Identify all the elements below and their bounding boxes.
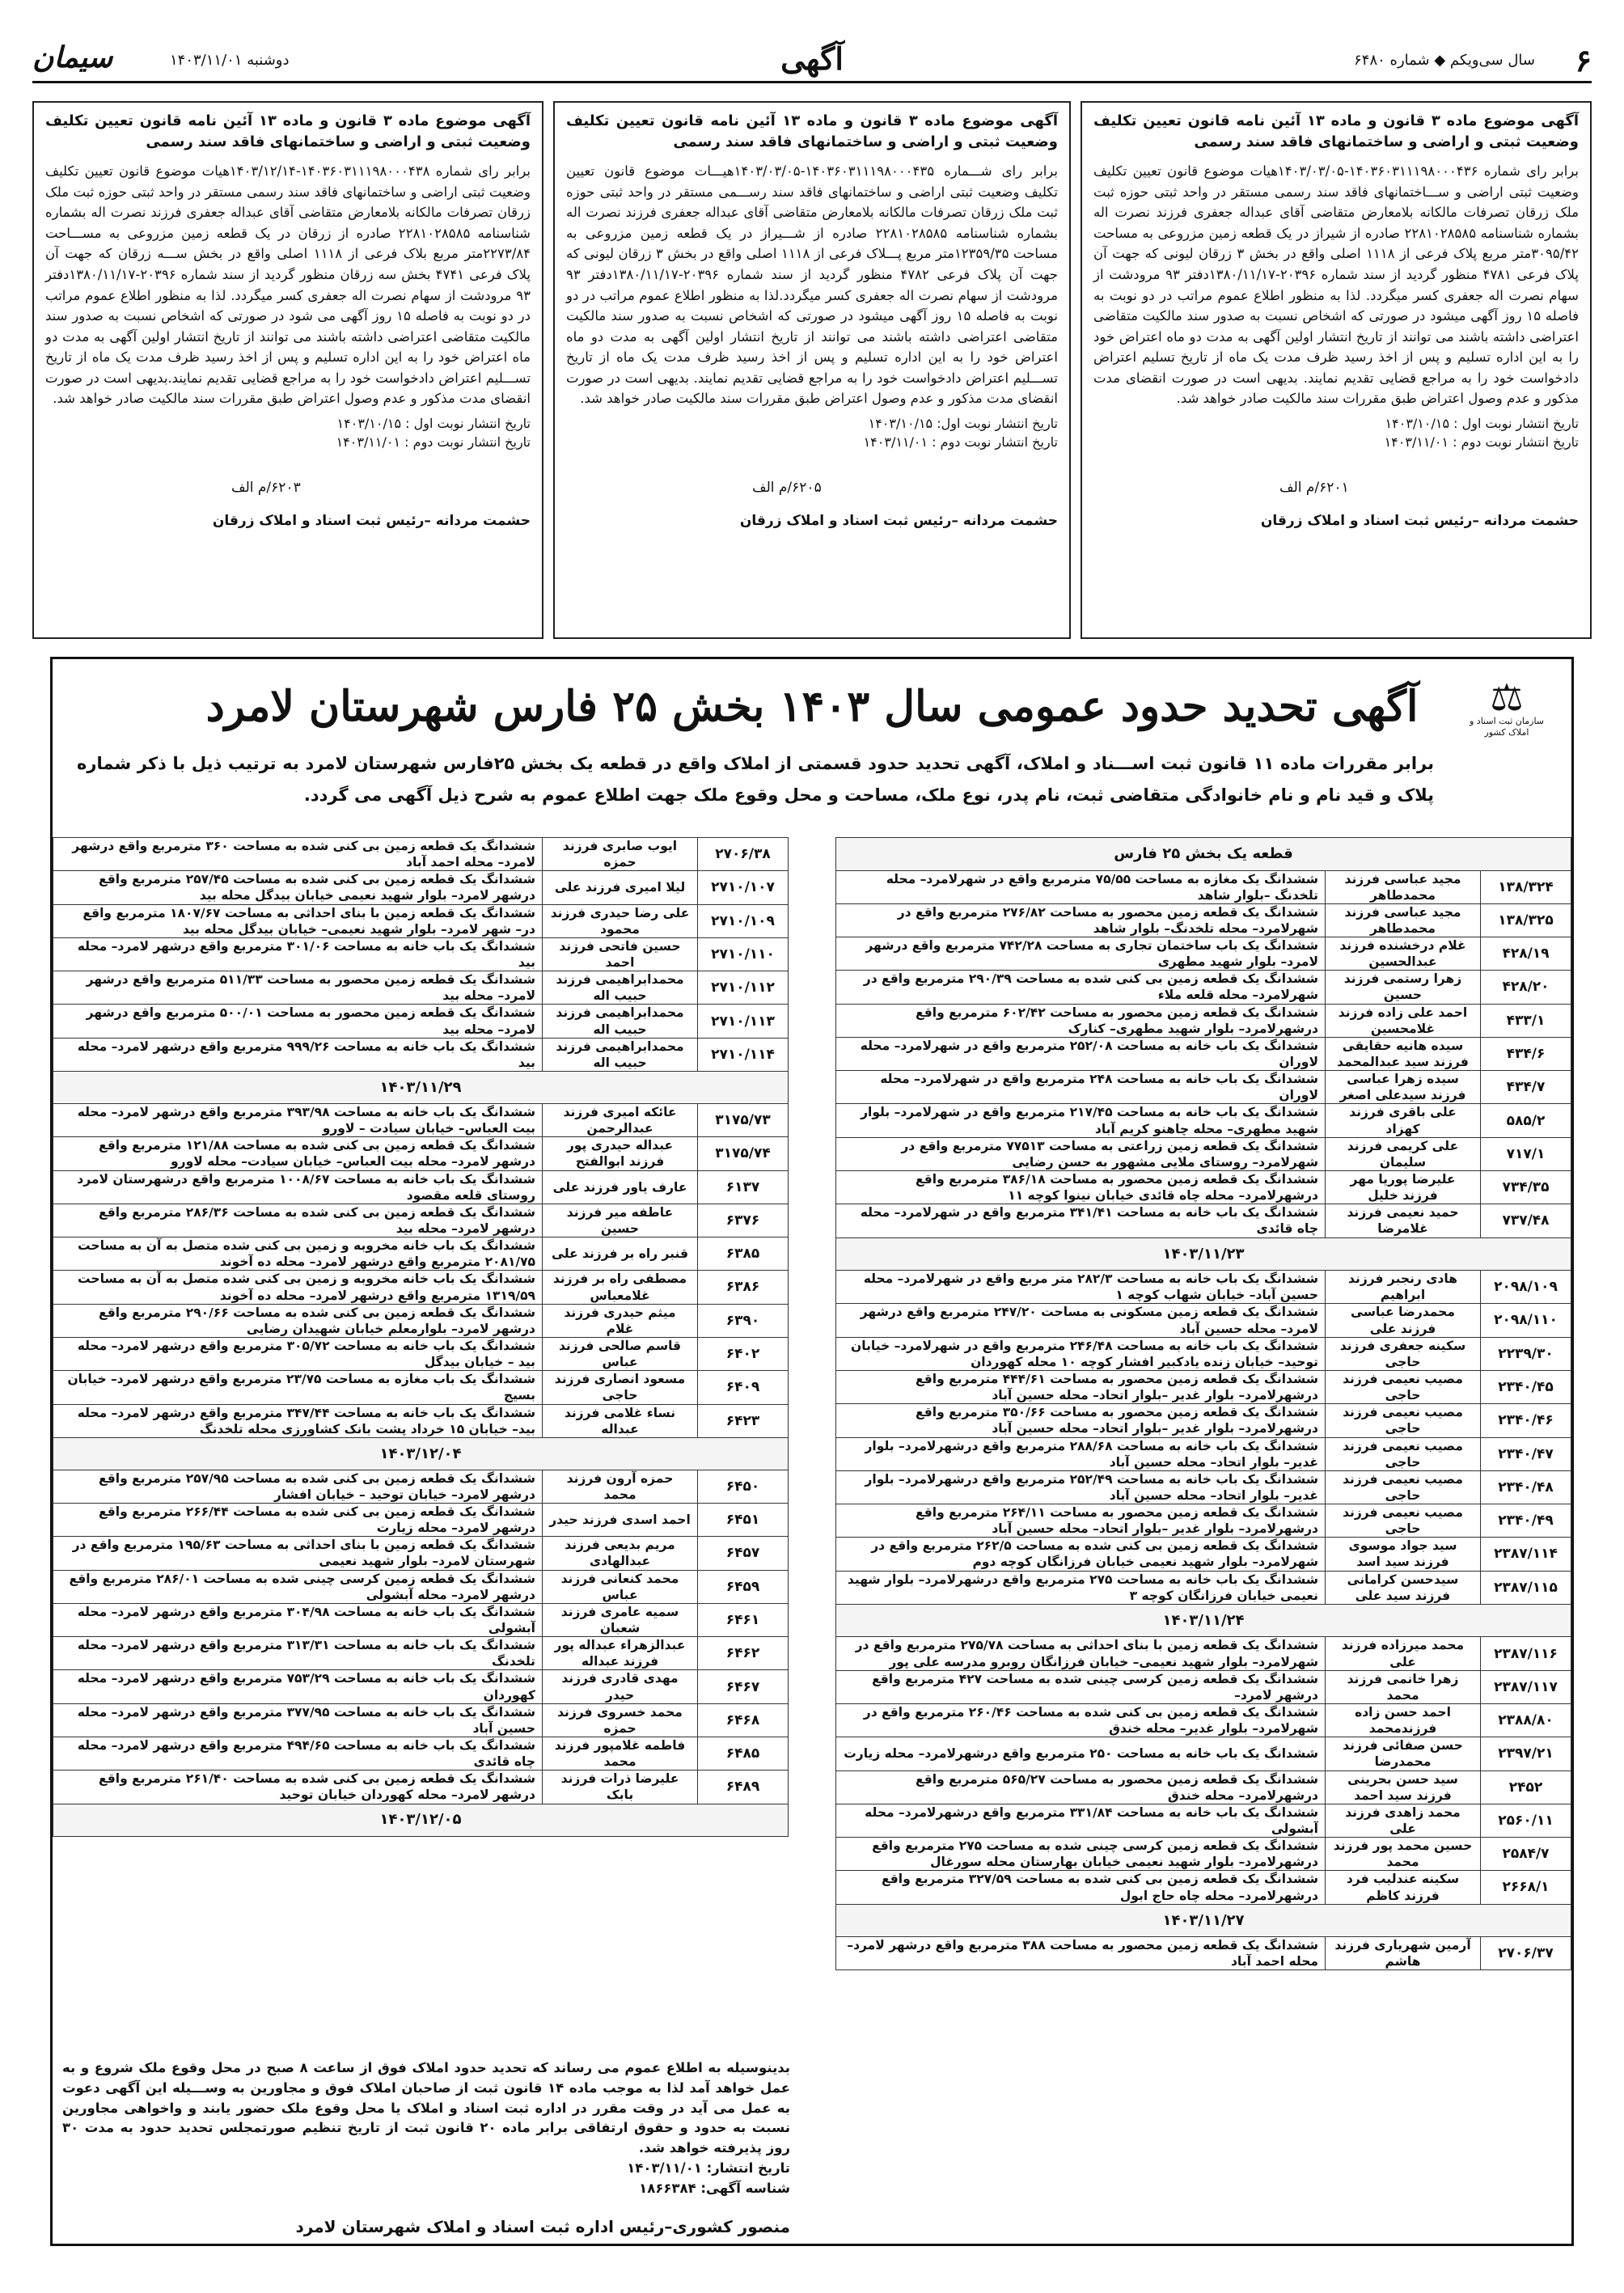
notice-title: آگهی موضوع ماده ۳ قانون و ماده ۱۳ آئین نامه قانون تعیین تکلیف وضعیت ثبتی و اراضی و ساختمانهای فاقد سند رسمی bbox=[566, 112, 1058, 151]
footer-date: تاریخ انتشار: ۱۴۰۳/۱۱/۰۱ bbox=[627, 2160, 790, 2176]
applicant-name: علیرضا پوریا مهر فرزند خلیل bbox=[1326, 1171, 1481, 1204]
property-description: ششدانگ یک باب خانه به مساحت ۱۰۰۸/۶۷ مترمربع واقع درشهرستان لامرد روستای قلعه مقصود bbox=[53, 1170, 543, 1204]
plate-number: ۱۳۸/۳۲۵ bbox=[1481, 903, 1571, 937]
plate-number: ۷۱۷/۱ bbox=[1481, 1137, 1571, 1170]
applicant-name: عارف یاور فرزند علی bbox=[543, 1170, 698, 1204]
plate-number: ۷۳۴/۳۵ bbox=[1481, 1171, 1571, 1204]
plate-number: ۲۷۱۰/۱۱۲ bbox=[698, 971, 789, 1005]
newspaper-logo: سیمان bbox=[32, 40, 113, 74]
property-description: ششدانگ یک باب مغازه به مساحت ۲۳/۷۵ مترمربع واقع درشهر لامرد– خیابان بسیج bbox=[53, 1371, 543, 1404]
applicant-name: عبدالزهراء عبداله پور فرزند عبداله bbox=[543, 1637, 698, 1670]
plate-number: ۲۳۴۰/۴۷ bbox=[1481, 1437, 1571, 1470]
date-separator: ۱۴۰۳/۱۱/۲۴ bbox=[836, 1604, 1571, 1637]
property-description: ششدانگ یک باب خانه به مساحت ۳۷۷/۹۵ مترمربع واقع درشهر لامرد– محله حسین آباد bbox=[53, 1703, 543, 1737]
property-description: ششدانگ یک قطعه زمین بی کنی شده به مساحت ۱۲۱/۸۸ مترمربع واقع درشهر لامرد– محله بیت العباس– خیابان سیادت– محله لاورو bbox=[53, 1137, 543, 1170]
footer-signature: منصور کشوری–رئیس اداره ثبت اسناد و املاک شهرستان لامرد bbox=[295, 2217, 790, 2237]
applicant-name: لیلا امیری فرزند علی bbox=[543, 871, 698, 904]
date-separator: ۱۴۰۳/۱۱/۲۹ bbox=[53, 1071, 789, 1103]
plate-number: ۶۳۸۶ bbox=[698, 1271, 789, 1304]
footer-id: شناسه آگهی: ۱۸۶۶۳۸۴ bbox=[639, 2180, 790, 2196]
property-description: ششدانگ یک قطعه زمین مسکونی به مساحت ۲۴۷/۲۰ مترمربع واقع درشهر لامرد– محله حسین آباد bbox=[836, 1304, 1326, 1337]
table-row bbox=[53, 1038, 789, 1071]
property-description: ششدانگ یک قطعه زمین محصور به مساحت ۳۸۶/۱۸ مترمربع واقع درشهرلامرد– محله چاه قائدی خیابان نینوا کوچه ۱۱ bbox=[836, 1171, 1326, 1204]
table-row bbox=[53, 1371, 789, 1404]
property-description: ششدانگ یک مغازه به مساحت ۷۵/۵۵ مترمربع واقع در شهرلامرد– محله تلخدنگ –بلوار شاهد bbox=[836, 870, 1326, 903]
property-description: ششدانگ یک قطعه زمین محصور به مساحت ۳۸۸ مترمربع واقع درشهر لامرد– محله احمد آباد bbox=[836, 1937, 1326, 1970]
property-description: ششدانگ یک قطعه زمین بی کنی شده به مساحت ۳۲۷/۵۹ مترمربع واقع درشهرلامرد– محله چاه حاج ابول bbox=[836, 1871, 1326, 1904]
notice-body: برابر رای شماره ۱۴۰۳۶۰۳۱۱۱۹۸۰۰۰۴۳۶-۱۴۰۳/۰۳/۰۵هیات موضوع قانون تعیین تکلیف وضعیت ثبتی اراضی و ســـاختمانهای فاقد سند رسمی مستقر در واحد ثبتی حوزه ثبت ملک زرقان تصرفات مالکانه بلامعارض متقاضی آقای عبداله جعفری فرزند نصرت اله بشماره شناسنامه ۲۲۸۱۰۲۸۵۸۵ صادره از شیراز در یک قطعه زمین مزروعی به مساحت ۳۰۹۵/۴۲متر مربع پلاک فرعی از ۱۱۱۸ اصلی واقع در بخش ۳ زرقان لیونی که جهت آن پلاک فرعی ۴۷۸۱ منظور گردید از سند شماره ۲۰۳۹۶-۱۳۸۰/۱۱/۱۷دفتر ۹۳ مرودشت از سهام نصرت اله جعفری کسر میگردد. لذا به منظور اطلاع عموم مراتب در دو نوبت به فاصله ۱۵ روز آگهی میشود در صورتی که اشخاص نسبت به صدور سند مالکیت متقاضی اعتراضی داشته باشند می توانند از تاریخ انتشار اولین آگهی به مدت دو ماه اعتراض خود را به این اداره تسلیم و پس از اخذ رسید ظرف مدت یک ماه از تاریخ تسلیم اعتراض دادخواست خود را به مراجع قضایی تقدیم نمایند. بدیهی است در صورت انقضای مدت مذکور و عدم وصول اعتراض طبق مقررات سند مالکیت صادر خواهد شد. bbox=[1093, 163, 1580, 407]
plate-number: ۲۳۴۰/۴۹ bbox=[1481, 1504, 1571, 1538]
table-row bbox=[836, 1404, 1571, 1437]
table-row bbox=[53, 1537, 789, 1570]
notice-date-first: تاریخ انتشار نوبت اول : ۱۴۰۳/۱۰/۱۵ bbox=[1385, 415, 1579, 431]
notice-date-second: تاریخ انتشار نوبت دوم : ۱۴۰۳/۱۱/۰۱ bbox=[863, 434, 1058, 451]
table-row bbox=[836, 1370, 1571, 1403]
plate-number: ۲۳۸۸/۸۰ bbox=[1481, 1703, 1571, 1737]
table-row bbox=[836, 1670, 1571, 1703]
property-description: ششدانگ یک باب خانه به مساحت ۲۵۰ مترمربع واقع درشهرلامرد– محله زیارت bbox=[836, 1737, 1326, 1771]
applicant-name: محمدابراهیمی فرزند حبیب اله bbox=[543, 1005, 698, 1038]
registry-emblem bbox=[1458, 675, 1555, 739]
notice-body: برابر رای شماره ۱۴۰۳۶۰۳۱۱۱۹۸۰۰۰۴۳۸-۱۴۰۳/۱۲/۱۴هیات موضوع قانون تعیین تکلیف وضعیت ثبتی اراضی و ساختمانهای فاقد سند رسمی مستقر در واحد ثبتی حوزه ثبت ملک زرقان تصرفات مالکانه بلامعارض متقاضی آقای عبداله جعفری فرزند نصرت اله بشماره شناسنامه ۲۲۸۱۰۲۸۵۸۵ صادره از زرقان در یک قطعه زمین مزروعی به مســـاحت ۲۲۷۳/۸۴متر مربع بلاک فرعی از ۱۱۱۸ اصلی واقع در بخش ســـه زرقان که جهت آن پلاک فرعی ۴۷۴۱ بخش سه زرقان منظور گردید از سند شماره ۲۰۳۹۶-۱۳۸۰/۱۱/۱۷دفتر ۹۳ مرودشت از سهام نصرت اله جعفری کسر میگردد. لذا به منظور اطلاع عموم مراتب در دو نوبت به فاصله ۱۵ روز آگهی می شود در صورتی که اشخاص نسبت به صدور سند مالکیت متقاضی اعتراضی داشته باشند می توانند از تاریخ انتشار اولین آگهی به مدت دو ماه اعتراض خود را به این اداره تسلیم و پس از اخذ رسید ظرف مدت یک ماه از تاریخ تســـلیم اعتراض دادخواست خود را به مراجع قضایی تقدیم نمایند.بدیهی است در صورت انقضای مدت مذکور و عدم وصول اعتراض طبق مقررات سند مالکیت صادر خواهد شد. bbox=[45, 163, 531, 407]
applicant-name: سید حسن بحرینی فرزند سید احمد bbox=[1326, 1771, 1481, 1804]
boundary-demarcation-notice bbox=[50, 657, 1574, 2246]
table-row bbox=[53, 1703, 789, 1737]
property-description: ششدانگ یک قطعه زمین با بنای احداثی به مساحت ۱۸۰۷/۶۷ مترمربع واقع در– شهر لامرد– بلوار شهید نعیمی– خیابان بیدگل محله بید bbox=[53, 904, 543, 937]
property-description: ششدانگ یک باب خانه به مساحت ۳۱۳/۳۱ مترمربع واقع درشهر لامرد– محله تلخدنگ bbox=[53, 1637, 543, 1670]
table-row bbox=[836, 1104, 1571, 1137]
applicant-name: مریم بدیعی فرزند عبدالهادی bbox=[543, 1537, 698, 1570]
plate-number: ۶۴۸۹ bbox=[698, 1771, 789, 1804]
plate-number: ۲۷۱۰/۱۰۷ bbox=[698, 871, 789, 904]
plate-number: ۲۵۶۰/۱۱ bbox=[1481, 1804, 1571, 1837]
table-row bbox=[836, 1504, 1571, 1538]
plate-number: ۴۳۴/۶ bbox=[1481, 1037, 1571, 1070]
applicant-name: مصیب نعیمی فرزند حاجی bbox=[1326, 1470, 1481, 1504]
plate-number: ۲۳۸۷/۱۱۴ bbox=[1481, 1538, 1571, 1571]
date-separator-row bbox=[53, 1437, 789, 1470]
applicant-name: محمد میرزاده فرزند علی bbox=[1326, 1637, 1481, 1670]
notice-2 bbox=[553, 101, 1071, 639]
applicant-name: سیده زهرا عباسی فرزند سیدعلی اصغر bbox=[1326, 1071, 1481, 1104]
applicant-name: مجید عباسی فرزند محمدطاهر bbox=[1326, 870, 1481, 903]
applicant-name: مسعود انصاری فرزند حاجی bbox=[543, 1371, 698, 1404]
date-separator-row bbox=[53, 1071, 789, 1103]
applicant-name: مهدی قادری فرزند حیدر bbox=[543, 1670, 698, 1703]
table-row bbox=[53, 1337, 789, 1370]
property-description: ششدانگ یک قطعه زمین محصور به مساحت ۲۷۶/۸۲ مترمربع واقع در شهرلامرد– محله تلخدنگ– بلوار شاهد bbox=[836, 903, 1326, 937]
property-description: ششدانگ یک قطعه زمین با بنای احداثی به مساحت ۱۹۵/۶۳ مترمربع واقع در شهرستان لامرد– بلوار شهید نعیمی bbox=[53, 1537, 543, 1570]
date-separator-row bbox=[836, 1604, 1571, 1637]
plate-number: ۲۴۵۲ bbox=[1481, 1771, 1571, 1804]
property-description: ششدانگ یک قطعه زمین محصور به مساحت ۵۰۰/۰۱ مترمربع واقع درشهر لامرد– محله بید bbox=[53, 1005, 543, 1038]
table-row bbox=[53, 1504, 789, 1537]
property-description: ششدانگ یک قطعه زمین کرسی چینی شده به مساحت ۲۷۵ مترمربع واقع درشهرلامرد– بلوار شهید نعیمی خیابان بهارستان محله سورغال bbox=[836, 1838, 1326, 1871]
applicant-name: هادی رنجبر فرزند ابراهیم bbox=[1326, 1271, 1481, 1304]
plate-number: ۶۴۶۷ bbox=[698, 1670, 789, 1703]
plate-number: ۶۴۵۷ bbox=[698, 1537, 789, 1570]
applicant-name: احمد اسدی فرزند حیدر bbox=[543, 1504, 698, 1537]
table-row bbox=[836, 1571, 1571, 1604]
property-description: ششدانگ یک قطعه زمین بی کنی شده به مساحت ۲۶۰/۴۶ مترمربع واقع در شهرلامرد– بلوار غدیر– محله خندق bbox=[836, 1703, 1326, 1737]
property-description: ششدانگ یک قطعه زمین محصور به مساحت ۵۱۱/۳۳ مترمربع واقع درشهر لامرد– محله بید bbox=[53, 971, 543, 1005]
plate-number: ۲۳۴۰/۴۸ bbox=[1481, 1470, 1571, 1504]
applicant-name: حمید نعیمی فرزند غلامرضا bbox=[1326, 1204, 1481, 1237]
plate-number: ۵۸۵/۲ bbox=[1481, 1104, 1571, 1137]
plate-number: ۶۴۶۸ bbox=[698, 1703, 789, 1737]
plate-number: ۶۴۸۵ bbox=[698, 1737, 789, 1771]
property-description: ششدانگ یک باب خانه مخروبه و زمین بی کنی شده متصل به آن به مساحت ۱۳۱۹/۵۹ مترمربع واقع درشهر لامرد– محله ده آخوند bbox=[53, 1271, 543, 1304]
notice-date-first: تاریخ انتشار نوبت اول : ۱۴۰۳/۱۰/۱۵ bbox=[336, 415, 531, 431]
applicant-name: نساء غلامی فرزند عبداله bbox=[543, 1404, 698, 1437]
applicant-name: احمد حسن زاده فرزندمحمد bbox=[1326, 1703, 1481, 1737]
table-row bbox=[836, 1804, 1571, 1837]
property-description: ششدانگ یک قطعه زمین زراعتی به مساحت ۷۷۵۱۳ مترمربع واقع در شهرلامرد– روستای ملایی مشهور به حسن رضایی bbox=[836, 1137, 1326, 1170]
notice-date-second: تاریخ انتشار نوبت دوم : ۱۴۰۳/۱۱/۰۱ bbox=[336, 434, 531, 451]
notice-date-first: تاریخ انتشار نوبت اول: ۱۴۰۳/۱۰/۱۵ bbox=[868, 415, 1058, 431]
property-description: ششدانگ یک باب خانه به مساحت ۲۷۵ مترمربع واقع درشهرلامرد– بلوار شهید نعیمی خیابان فرزانگان کوچه ۳ bbox=[836, 1571, 1326, 1604]
plate-number: ۴۳۴/۷ bbox=[1481, 1071, 1571, 1104]
applicant-name: عبداله حیدری پور فرزند ابوالفتح bbox=[543, 1137, 698, 1170]
table-row bbox=[836, 903, 1571, 937]
applicant-name: مصطفی راه بر فرزند غلامعباس bbox=[543, 1271, 698, 1304]
table-row bbox=[836, 1004, 1571, 1037]
property-description: ششدانگ یک قطعه زمین محصور به مساحت ۴۴۴/۶۱ مترمربع واقع درشهرلامرد– بلوار غدیر –بلوار اتحاد– محله حسین آباد bbox=[836, 1370, 1326, 1403]
applicant-name: علی کریمی فرزند سلیمان bbox=[1326, 1137, 1481, 1170]
table-row bbox=[836, 1304, 1571, 1337]
applicant-name: علی رضا حیدری فرزند محمود bbox=[543, 904, 698, 937]
table-row bbox=[53, 1304, 789, 1337]
table-row bbox=[836, 870, 1571, 903]
plate-number: ۲۷۱۰/۱۱۴ bbox=[698, 1038, 789, 1071]
plate-number: ۲۷۰۶/۳۷ bbox=[1481, 1937, 1571, 1970]
notice-code: ۶۲۰۱/م الف bbox=[1279, 480, 1349, 497]
notice-1 bbox=[1081, 101, 1592, 639]
applicant-name: سکینه عندلیب فرد فرزند کاظم bbox=[1326, 1871, 1481, 1904]
table-row bbox=[53, 1603, 789, 1636]
property-table-right bbox=[835, 837, 1571, 1970]
applicant-name: حسین فاتحی فرزند احمد bbox=[543, 937, 698, 971]
table-row bbox=[53, 1005, 789, 1038]
property-description: ششدانگ یک قطعه زمین محصور به مساحت ۳۵۰/۶۶ مترمربع واقع درشهرلامرد– بلوار غدیر –بلوار اتحاد– محله حسین آباد bbox=[836, 1404, 1326, 1437]
plate-number: ۳۱۷۵/۷۴ bbox=[698, 1137, 789, 1170]
table-row bbox=[53, 1404, 789, 1437]
plate-number: ۶۳۷۶ bbox=[698, 1204, 789, 1237]
table-row bbox=[836, 1637, 1571, 1670]
table-row bbox=[53, 1237, 789, 1271]
issue-date: دوشنبه ۱۴۰۳/۱۱/۰۱ bbox=[170, 52, 290, 69]
table-row bbox=[836, 1737, 1571, 1771]
table-row bbox=[836, 937, 1571, 971]
applicant-name: عائکه امیری فرزند عبدالرحمن bbox=[543, 1103, 698, 1136]
table-row bbox=[53, 1737, 789, 1771]
property-description: ششدانگ یک باب خانه به مساحت ۳۰۵/۷۲ مترمربع واقع درشهر لامرد– محله بید – خیابان بیدگل bbox=[53, 1337, 543, 1370]
applicant-name: علی باقری فرزند کهزاد bbox=[1326, 1104, 1481, 1137]
table-row bbox=[836, 1204, 1571, 1237]
property-description: ششدانگ یک باب خانه به مساحت ۷۵۳/۲۹ مترمربع واقع درشهر لامرد– محله کهوردان bbox=[53, 1670, 543, 1703]
plate-number: ۴۲۸/۱۹ bbox=[1481, 937, 1571, 971]
table-row bbox=[53, 1103, 789, 1136]
applicant-name: عاطفه میر فرزند حسین bbox=[543, 1204, 698, 1237]
plate-number: ۳۱۷۵/۷۳ bbox=[698, 1103, 789, 1136]
plate-number: ۲۳۸۷/۱۱۶ bbox=[1481, 1637, 1571, 1670]
applicant-name: مجید عباسی فرزند محمدطاهر bbox=[1326, 903, 1481, 937]
notice-code: ۶۲۰۵/م الف bbox=[752, 480, 822, 497]
plate-number: ۲۷۱۰/۱۱۰ bbox=[698, 937, 789, 971]
table-row bbox=[836, 1838, 1571, 1871]
table-row bbox=[836, 1470, 1571, 1504]
table-row bbox=[53, 1170, 789, 1204]
property-description: ششدانگ یک باب خانه به مساحت ۲۸۲/۳ متر مربع واقع در شهرلامرد– محله حسین آباد– خیابان شهاب کوچه ۱ bbox=[836, 1271, 1326, 1304]
date-separator-row bbox=[836, 1237, 1571, 1271]
table-row bbox=[53, 1271, 789, 1304]
plate-number: ۴۳۳/۱ bbox=[1481, 1004, 1571, 1037]
property-description: ششدانگ یک قطعه زمین محصور به مساحت ۲۶۴/۱۱ مترمربع واقع درشهرلامرد– بلوار غدیر –بلوار اتحاد– محله حسین آباد bbox=[836, 1504, 1326, 1538]
applicant-name: علیرضا ذرات فرزند بابک bbox=[543, 1771, 698, 1804]
table-row bbox=[836, 1538, 1571, 1571]
applicant-name: سید جواد موسوی فرزند سید اسد bbox=[1326, 1538, 1481, 1571]
property-description: ششدانگ یک باب خانه به مساحت ۲۵۲/۰۸ مترمربع واقع در شهرلامرد– محله لاوران bbox=[836, 1037, 1326, 1070]
plate-number: ۲۰۹۸/۱۰۹ bbox=[1481, 1271, 1571, 1304]
plate-number: ۲۰۹۸/۱۱۰ bbox=[1481, 1304, 1571, 1337]
table-row bbox=[53, 1470, 789, 1503]
notice-title: آگهی موضوع ماده ۳ قانون و ماده ۱۳ آئین نامه قانون تعیین تکلیف وضعیت ثبتی و اراضی و ساختمانهای فاقد سند رسمی bbox=[45, 112, 531, 151]
table-row bbox=[53, 1137, 789, 1170]
property-description: ششدانگ یک باب خانه به مساحت ۳۴۷/۴۴ مترمربع واقع درشهر لامرد– محله بید– خیابان ۱۵ خرداد پشت بانک کشاورزی محله تلخدنگ bbox=[53, 1404, 543, 1437]
plate-number: ۲۳۸۷/۱۱۷ bbox=[1481, 1670, 1571, 1703]
property-description: ششدانگ یک باب خانه به مساحت ۳۹۳/۹۸ مترمربع واقع درشهر لامرد– محله بیت العباس– خیابان سیادت – لاورو bbox=[53, 1103, 543, 1136]
plate-number: ۲۵۸۴/۷ bbox=[1481, 1838, 1571, 1871]
applicant-name: حمزه آرون فرزند محمد bbox=[543, 1470, 698, 1503]
property-description: ششدانگ یک قطعه زمین کرسی چینی شده به مساحت ۴۲۷ مترمربع واقع درشهر لامرد– bbox=[836, 1670, 1326, 1703]
notice-body: برابر رای شـــماره ۱۴۰۳۶۰۳۱۱۱۹۸۰۰۰۴۳۵-۱۴۰۳/۰۳/۰۵هیـــات موضوع قانون تعیین تکلیف وضعیت ثبتی اراضی و ساختمانهای فاقد سند رســـمی مستقر در واحد ثبتی حوزه ثبت ملک زرقان تصرفات مالکانه بلامعارض متقاضی آقای عبداله جعفری فرزند نصرت اله بشماره شناسنامه ۲۲۸۱۰۲۸۵۸۵ صادره از شـــیراز در یک قطعه زمین مزروعی به مساحت ۱۲۳۵۹/۳۵متر مربع پـــلاک فرعی از ۱۱۱۸ اصلی واقع در بخش ۳ زرقان لیونی که جهت آن پلاک فرعی ۴۷۸۲ منظور گردید از سند شماره ۲۰۳۹۶-۱۳۸۰/۱۱/۱۷دفتر ۹۳ مرودشت از سهام نصرت اله جعفری کسر میگردد.لذا به منظور اطلاع عموم مراتب در دو نوبت به فاصله ۱۵ روز آگهی میشود در صورتی که اشخاص نسبت به صدور سند مالکیت متقاضی اعتراضی داشته باشند می توانند از تاریخ انتشار اولین آگهی به مدت دو ماه اعتراض خود را به این اداره تسلیم و پس از اخذ رسید ظرف مدت یک ماه از تاریخ تســـلیم اعتراض دادخواست خود را به مراجع قضایی تقدیم نمایند. بدیهی است در صورت انقضای مدت مذکور و عدم وصول اعتراض طبق مقررات سند مالکیت صادر خواهد شد. bbox=[566, 163, 1059, 407]
plate-number: ۶۴۲۳ bbox=[698, 1404, 789, 1437]
date-separator: ۱۴۰۳/۱۲/۰۵ bbox=[53, 1804, 789, 1836]
property-description: ششدانگ یک باب خانه به مساحت ۹۹۹/۲۶ مترمربع واقع درشهر لامرد– محله بید bbox=[53, 1038, 543, 1071]
main-title: آگهی تحدید حدود عمومی سال ۱۴۰۳ بخش ۲۵ فارس شهرستان لامرد bbox=[205, 682, 1419, 731]
table-row bbox=[836, 1703, 1571, 1737]
table-row bbox=[53, 838, 789, 871]
applicant-name: حسن صفائی فرزند محمدرضا bbox=[1326, 1737, 1481, 1771]
applicant-name: فاطمه غلامپور فرزند محمد bbox=[543, 1737, 698, 1771]
plate-number: ۶۴۵۰ bbox=[698, 1470, 789, 1503]
applicant-name: محمد زاهدی فرزند علی bbox=[1326, 1804, 1481, 1837]
property-description: ششدانگ یک قطعه زمین بی کنی شده به مساحت ۲۶۱/۴۰ مترمربع واقع درشهر لامرد– محله کهوردان خیابان توحید bbox=[53, 1771, 543, 1804]
section-title: آگهی bbox=[780, 40, 844, 77]
table-row bbox=[836, 1437, 1571, 1470]
applicant-name: زهرا رستمی فرزند حسین bbox=[1326, 971, 1481, 1004]
applicant-name: محمدابراهیمی فرزند حبیب اله bbox=[543, 971, 698, 1005]
property-description: ششدانگ یک قطعه زمین بی کنی شده به مساحت ۲۹۰/۳۹ مترمربع واقع در شهرلامرد– محله قلعه ملاء bbox=[836, 971, 1326, 1004]
page-number: ۶ bbox=[1575, 42, 1592, 78]
table-row bbox=[836, 1071, 1571, 1104]
table-row bbox=[53, 971, 789, 1005]
plate-number: ۶۱۳۷ bbox=[698, 1170, 789, 1204]
plate-number: ۶۴۵۱ bbox=[698, 1504, 789, 1537]
plate-number: ۲۷۱۰/۱۰۹ bbox=[698, 904, 789, 937]
table-row bbox=[836, 1937, 1571, 1970]
property-description: ششدانگ یک قطعه زمین بی کنی شده به مساحت ۲۸۶/۳۶ مترمربع واقع درشهر لامرد– محله بید bbox=[53, 1204, 543, 1237]
plate-number: ۱۳۸/۳۲۴ bbox=[1481, 870, 1571, 903]
table-row bbox=[836, 1771, 1571, 1804]
applicant-name: محمدابراهیمی فرزند حبیب اله bbox=[543, 1038, 698, 1071]
property-description: ششدانگ یک باب خانه به مساحت ۲۱۷/۴۵ مترمربع واقع در شهرلامرد– بلوار شهید مطهری– محله چاهنو کریم آباد bbox=[836, 1104, 1326, 1137]
applicant-name: قاسم صالحی فرزند عباس bbox=[543, 1337, 698, 1370]
plate-number: ۶۳۹۰ bbox=[698, 1304, 789, 1337]
notice-code: ۶۲۰۳/م الف bbox=[231, 480, 301, 497]
plate-number: ۲۳۴۰/۴۶ bbox=[1481, 1404, 1571, 1437]
property-description: ششدانگ یک باب خانه به مساحت ۳۴۱/۴۱ مترمربع واقع در شهرلامرد– محله چاه قائدی bbox=[836, 1204, 1326, 1237]
applicant-name: محمد کنعانی فرزند عباس bbox=[543, 1570, 698, 1603]
plate-number: ۶۴۶۲ bbox=[698, 1637, 789, 1670]
table-row bbox=[53, 1670, 789, 1703]
applicant-name: غلام درخشنده فرزند عبدالحسین bbox=[1326, 937, 1481, 971]
property-description: ششدانگ یک قطعه زمین محصور به مساحت ۶۰۲/۴۲ مترمربع واقع درشهرلامرد– بلوار شهید مطهری– کنارک bbox=[836, 1004, 1326, 1037]
plate-number: ۲۲۳۹/۳۰ bbox=[1481, 1337, 1571, 1370]
property-description: ششدانگ یک باب خانه به مساحت ۲۵۲/۴۹ مترمربع واقع درشهرلامرد– بلوار غدیر– بلوار اتحاد– محله حسین آباد bbox=[836, 1470, 1326, 1504]
date-separator-row bbox=[53, 1804, 789, 1836]
notice-signature: حشمت مردانه –رئیس ثبت اسناد و املاک زرقان bbox=[1260, 512, 1579, 529]
emblem-caption: سازمان ثبت اسناد و املاک کشور bbox=[1469, 716, 1545, 738]
applicant-name: سیدحسن کرامانی فرزند سید علی bbox=[1326, 1571, 1481, 1604]
table-row bbox=[53, 1570, 789, 1603]
property-description: ششدانگ یک قطعه زمین محصور به مساحت ۵۶۵/۲۷ مترمربع واقع درشهرلامرد– محله خندق bbox=[836, 1771, 1326, 1804]
property-description: ششدانگ یک باب خانه به مساحت ۳۰۱/۰۶ مترمربع واقع درشهر لامرد– محله بید bbox=[53, 937, 543, 971]
plate-number: ۶۳۸۵ bbox=[698, 1237, 789, 1271]
date-separator: ۱۴۰۳/۱۱/۲۷ bbox=[836, 1904, 1571, 1937]
plate-number: ۲۷۱۰/۱۱۳ bbox=[698, 1005, 789, 1038]
applicant-name: مصیب نعیمی فرزند حاجی bbox=[1326, 1504, 1481, 1538]
property-description: ششدانگ یک باب خانه به مساحت ۲۴۸ مترمربع واقع در شهرلامرد– محله لاوران bbox=[836, 1071, 1326, 1104]
table-row bbox=[53, 871, 789, 904]
property-description: ششدانگ یک باب ساختمان تجاری به مساحت ۷۴۲/۲۸ مترمربع واقع درشهر لامرد– بلوار شهید مطهری bbox=[836, 937, 1326, 971]
plate-number: ۲۳۴۰/۴۵ bbox=[1481, 1370, 1571, 1403]
property-description: ششدانگ یک قطعه زمین بی کنی شده به مساحت ۲۶۲/۵ مترمربع واقع در شهرلامرد– بلوار شهید نعیمی خیابان فرزانگان کوچه دوم bbox=[836, 1538, 1326, 1571]
table-row bbox=[836, 1171, 1571, 1204]
applicant-name: محمدرضا عباسی فرزند علی bbox=[1326, 1304, 1481, 1337]
plate-number: ۷۳۷/۴۸ bbox=[1481, 1204, 1571, 1237]
notice-signature: حشمت مردانه –رئیس ثبت اسناد و املاک زرقان bbox=[739, 512, 1058, 529]
table-row bbox=[53, 1204, 789, 1237]
plate-number: ۲۶۶۸/۱ bbox=[1481, 1871, 1571, 1904]
table-row bbox=[53, 937, 789, 971]
applicant-name: سمیه عامری فرزند شعبان bbox=[543, 1603, 698, 1636]
footer-text: بدینوسیله به اطلاع عموم می رساند که تحدید حدود املاک فوق از ساعت ۸ صبح در محل وقوع ملک شروع و به عمل خواهد آمد لذا به موجب ماده ۱۴ قانون ثبت از صاحبان املاک فوق و مجاورین به وســـیله این آگهی دعوت به عمل می آید در وقت مقرر در اداره ثبت اسناد و املاک یا محل وقوع ملک حضور یابند و واخواهی مجاورین نسبت به حدود و حقوق ارتفاقی برابر ماده ۲۰ قانون ثبت از تاریخ تنظیم صورتمجلس تحدید حدود به مدت ۳۰ روز پذیرفته خواهد شد. bbox=[62, 2060, 790, 2156]
property-description: ششدانگ یک قطعه زمین بی کنی شده به مساحت ۲۵۷/۴۵ مترمربع واقع درشهر لامرد– بلوار شهید نعیمی خیابان بیدگل محله بید bbox=[53, 871, 543, 904]
property-description: ششدانگ یک باب خانه به مساحت ۳۳۱/۸۴ مترمربع واقع درشهرلامرد– محله آبشولی bbox=[836, 1804, 1326, 1837]
property-description: ششدانگ یک باب خانه به مساحت ۳۰۴/۹۸ مترمربع واقع درشهر لامرد– محله آبشولی bbox=[53, 1603, 543, 1636]
table-row bbox=[53, 1637, 789, 1670]
applicant-name: میثم حیدری فرزند غلام bbox=[543, 1304, 698, 1337]
applicant-name: حسین محمد پور فرزند محمد bbox=[1326, 1838, 1481, 1871]
date-separator: ۱۴۰۳/۱۲/۰۴ bbox=[53, 1437, 789, 1470]
property-table-left bbox=[53, 837, 789, 1837]
property-description: ششدانگ یک قطعه زمین با بنای احداثی به مساحت ۲۷۵/۷۸ مترمربع واقع در شهرلامرد– بلوار شهید نعیمی– خیابان فرزانگان روبرو مدرسه علی پور bbox=[836, 1637, 1326, 1670]
table-row bbox=[53, 904, 789, 937]
applicant-name: سکینه جعفری فرزند حاجی bbox=[1326, 1337, 1481, 1370]
date-separator-row bbox=[836, 1904, 1571, 1937]
issue-info: سال سی‌ویکم ◆ شماره ۶۴۸۰ bbox=[1354, 52, 1535, 69]
table-row bbox=[836, 1137, 1571, 1170]
applicant-name: مصیب نعیمی فرزند حاجی bbox=[1326, 1437, 1481, 1470]
notice-title: آگهی موضوع ماده ۳ قانون و ماده ۱۳ آئین نامه قانون تعیین تکلیف وضعیت ثبتی و اراضی و ساختمانهای فاقد سند رسمی bbox=[1093, 112, 1579, 151]
plate-number: ۲۳۹۷/۲۱ bbox=[1481, 1737, 1571, 1771]
table-row bbox=[836, 1271, 1571, 1304]
applicant-name: مصیب نعیمی فرزند حاجی bbox=[1326, 1370, 1481, 1403]
plate-number: ۶۴۵۹ bbox=[698, 1570, 789, 1603]
main-intro: برابر مقررات ماده ۱۱ قانون ثبت اســـناد و املاک، آگهی تحدید حدود قسمتی از املاک واقع در قطعه یک بخش ۲۵فارس شهرستان لامرد به ترتیب ذیل با ذکر شماره پلاک و قید نام و نام خانوادگی متقاضی ثبت، نام پدر، نوع ملک، مساحت و محل وقوع ملک جهت اطلاع عموم به شرح ذیل آگهی می گردد. bbox=[77, 754, 1435, 805]
table-row bbox=[836, 1871, 1571, 1904]
plate-number: ۴۲۸/۲۰ bbox=[1481, 971, 1571, 1004]
plate-number: ۲۷۰۶/۳۸ bbox=[698, 838, 789, 871]
applicant-name: مصیب نعیمی فرزند حاجی bbox=[1326, 1404, 1481, 1437]
property-description: ششدانگ یک قطعه زمین بی کنی شده به مساحت ۲۹۰/۶۶ مترمربع واقع درشهر لامرد– بلوارمعلم خیابان شهیدان رضایی bbox=[53, 1304, 543, 1337]
property-description: ششدانگ یک باب خانه به مساحت ۲۸۸/۶۸ مترمربع واقع درشهرلامرد– بلوار غدیر– بلوار اتحاد– محله حسین آباد bbox=[836, 1437, 1326, 1470]
scales-of-justice-icon: ⚖ bbox=[1490, 675, 1524, 719]
property-description: ششدانگ یک قطعه زمین بی کنی شده به مساحت ۲۵۷/۹۵ مترمربع واقع درشهر لامرد– خیابان توحید – خیابان افشار bbox=[53, 1470, 543, 1503]
plate-number: ۲۳۸۷/۱۱۵ bbox=[1481, 1571, 1571, 1604]
table-row bbox=[836, 971, 1571, 1004]
property-description: ششدانگ یک قطعه زمین بی کنی شده به مساحت ۲۶۶/۴۴ مترمربع واقع درشهر لامرد– محله زیارت bbox=[53, 1504, 543, 1537]
notice-3 bbox=[32, 101, 543, 639]
property-description: ششدانگ یک باب خانه به مساحت ۲۴۶/۴۸ مترمربع واقع در شهرلامرد– خیابان توحید– خیابان زنده یادکبیر افشار کوچه ۱۰ محله کهوردان bbox=[836, 1337, 1326, 1370]
plate-number: ۶۴۰۹ bbox=[698, 1371, 789, 1404]
applicant-name: قنبر راه بر فرزند علی bbox=[543, 1237, 698, 1271]
plate-number: ۶۴۰۲ bbox=[698, 1337, 789, 1370]
property-description: ششدانگ یک باب خانه به مساحت ۴۹۴/۶۵ مترمربع واقع درشهر لامرد– محله چاه قائدی bbox=[53, 1737, 543, 1771]
applicant-name: آرمین شهریاری فرزند هاشم bbox=[1326, 1937, 1481, 1970]
property-description: ششدانگ یک باب خانه مخروبه و زمین بی کنی شده متصل به آن به مساحت ۲۰۸۱/۷۵ مترمربع واقع درشهر لامرد– محله ده آخوند bbox=[53, 1237, 543, 1271]
applicant-name: ایوب صابری فرزند حمزه bbox=[543, 838, 698, 871]
notice-date-second: تاریخ انتشار نوبت دوم : ۱۴۰۳/۱۱/۰۱ bbox=[1384, 434, 1579, 451]
main-footer bbox=[62, 2058, 790, 2239]
property-description: ششدانگ یک قطعه زمین کرسی چینی شده به مساحت ۲۸۶/۰۱ مترمربع واقع درشهر لامرد– محله آبشولی bbox=[53, 1570, 543, 1603]
plate-number: ۶۴۶۱ bbox=[698, 1603, 789, 1636]
notice-signature: حشمت مردانه –رئیس ثبت اسناد و املاک زرقان bbox=[212, 512, 531, 529]
date-separator-row bbox=[836, 838, 1571, 871]
property-description: ششدانگ یک قطعه زمین بی کنی شده به مساحت ۳۶۰ مترمربع واقع درشهر لامرد– محله احمد آباد bbox=[53, 838, 543, 871]
table-row bbox=[836, 1337, 1571, 1370]
applicant-name: سیده هانیه حقایقی فرزند سید عبدالمحمد bbox=[1326, 1037, 1481, 1070]
applicant-name: زهرا خانمی فرزند محمد bbox=[1326, 1670, 1481, 1703]
table-row bbox=[53, 1771, 789, 1804]
date-separator: ۱۴۰۳/۱۱/۲۳ bbox=[836, 1237, 1571, 1271]
date-separator: قطعه یک بخش ۲۵ فارس bbox=[836, 838, 1571, 871]
table-row bbox=[836, 1037, 1571, 1070]
applicant-name: محمد خسروی فرزند حمزه bbox=[543, 1703, 698, 1737]
page-header bbox=[32, 40, 1592, 83]
applicant-name: احمد علی زاده فرزند غلامحسین bbox=[1326, 1004, 1481, 1037]
